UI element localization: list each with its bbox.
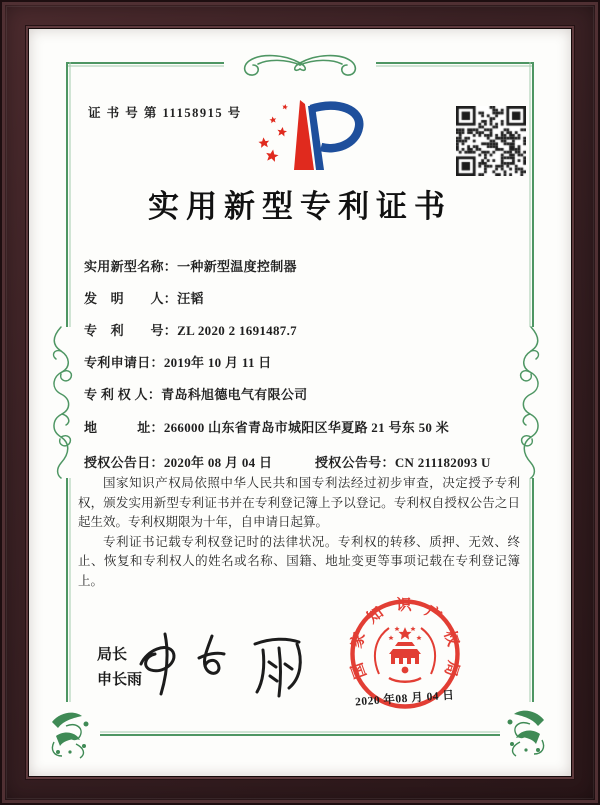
grant-no-label: 授权公告号：: [315, 455, 395, 470]
legal-paragraph-2: 专利证书记载专利权登记时的法律状况。专利权的转移、质押、无效、终止、恢复和专利权人的姓名或名称、国籍、地址变更等事项记载在专利登记簿上。: [78, 534, 520, 588]
field-row-inventor: [84, 288, 204, 307]
flourish-top-icon: [222, 52, 378, 82]
field-value: ZL 2020 2 1691487.7: [177, 323, 297, 338]
floral-corner-right-icon: [502, 706, 550, 758]
signer-title: 局长: [97, 646, 128, 663]
field-value: 一种新型温度控制器: [177, 259, 297, 274]
field-value: 汪韬: [177, 291, 204, 306]
field-row-patentee: [84, 384, 307, 403]
seal-ring-text: 国家知识产权局: [348, 596, 462, 681]
grant-date-label: 授权公告日：: [84, 455, 164, 470]
field-row-grant: [84, 452, 520, 471]
legal-text: [78, 474, 520, 591]
field-row-name: [84, 256, 297, 275]
certificate-title: 实用新型专利证书: [148, 189, 452, 224]
flourish-left-icon: [44, 325, 78, 480]
seal-date: 2020 年08 月 04 日: [354, 689, 455, 709]
field-label: 实用新型名称：: [84, 259, 178, 274]
legal-paragraph-1: 国家知识产权局依照中华人民共和国专利法经过初步审查，决定授予专利权，颁发实用新型专利证书并在专利登记簿上予以登记。专利权自授权公告之日起生效。专利权期限为十年，自申请日起算。: [78, 476, 520, 529]
field-row-patent-no: [84, 320, 297, 339]
official-seal: [345, 596, 465, 714]
director-signature: [127, 630, 312, 698]
field-value: 266000 山东省青岛市城阳区华夏路 21 号东 50 米: [163, 420, 450, 435]
field-label: 地 址：: [84, 420, 164, 435]
field-row-address: [84, 417, 449, 436]
signer-name: 申长雨: [97, 671, 143, 688]
grant-no: [315, 452, 491, 471]
grant-no-value: CN 211182093 U: [394, 455, 491, 470]
qr-code: [456, 106, 526, 176]
border-line-right-lower: [529, 478, 534, 702]
border-line-bottom: [100, 731, 500, 736]
grant-date-value: 2020年 08 月 04 日: [163, 455, 273, 470]
qr-code-canvas: [456, 106, 526, 176]
field-label: 发 明 人：: [84, 291, 178, 306]
field-label: 专 利 号：: [84, 323, 178, 338]
field-label: 专利申请日：: [84, 355, 164, 370]
certificate-number: 证 书 号 第 11158915 号: [88, 106, 242, 120]
field-label: 专 利 权 人：: [84, 387, 162, 402]
border-line-left-lower: [66, 478, 71, 702]
cnipa-logo-icon: [258, 94, 366, 174]
border-line-top-left: [66, 62, 224, 67]
floral-corner-left-icon: [46, 708, 94, 760]
border-line-top-right: [376, 62, 534, 67]
field-value: 2019年 10 月 11 日: [163, 355, 272, 370]
field-row-filing-date: [84, 352, 272, 371]
field-value: 青岛科旭德电气有限公司: [161, 387, 308, 402]
national-emblem-icon: [375, 626, 435, 681]
